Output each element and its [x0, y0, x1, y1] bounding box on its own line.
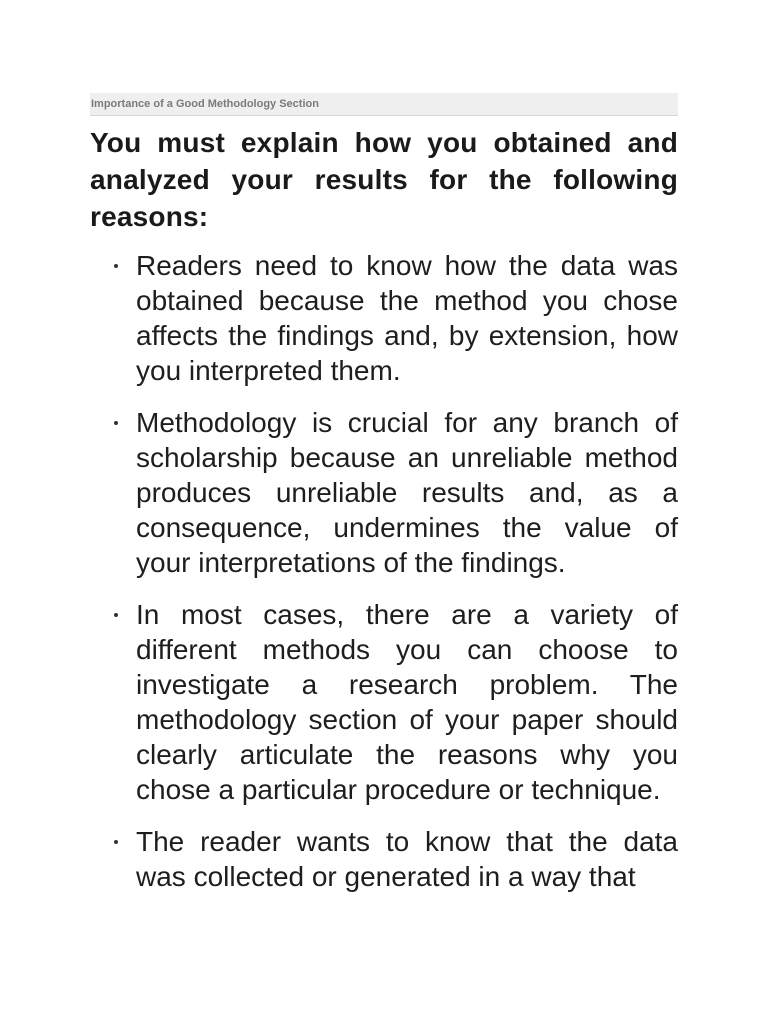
reason-text: The reader wants to know that the data was collected or generated in a way that [136, 826, 678, 892]
list-item [90, 597, 678, 807]
document-page [90, 93, 678, 911]
reason-text: Methodology is crucial for any branch of scholarship because an unreliable method produces unreliable results and, as a consequence, undermines the value of your interpretations of the findings. [136, 407, 678, 578]
section-header-bar [90, 93, 678, 116]
list-item [90, 405, 678, 580]
bullet-icon [114, 421, 118, 425]
page-heading: You must explain how you obtained and analyzed your results for the following reasons: [90, 127, 678, 232]
bullet-icon [114, 264, 118, 268]
reason-text: Readers need to know how the data was obtained because the method you chose affects the findings and, by extension, how you interpreted them. [136, 250, 678, 386]
list-item [90, 248, 678, 388]
reason-text: In most cases, there are a variety of different methods you can choose to investigate a research problem. The methodology section of your paper should clearly articulate the reasons why you chose a particular procedure or technique. [136, 599, 678, 805]
bullet-icon [114, 613, 118, 617]
section-header-title: Importance of a Good Methodology Section [91, 97, 319, 110]
reasons-list [90, 248, 678, 894]
bullet-icon [114, 840, 118, 844]
list-item [90, 824, 678, 894]
